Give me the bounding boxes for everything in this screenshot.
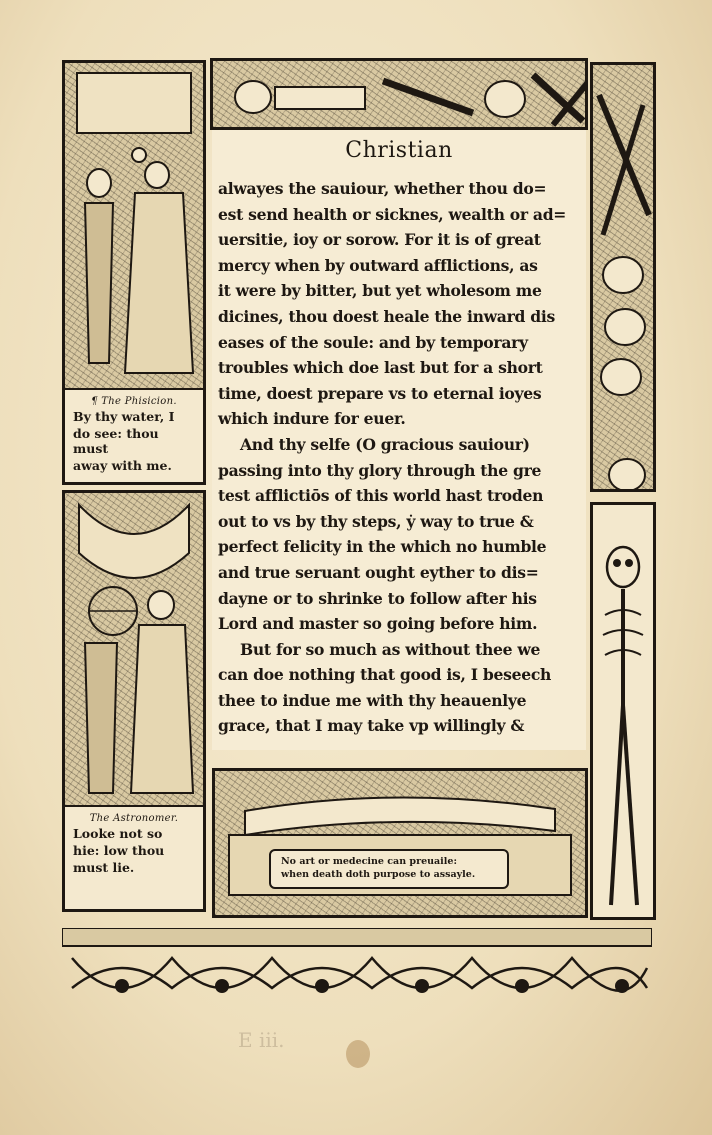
woodcut-astronomer [62,490,206,912]
text-line: test afflictiōs of this world hast troden [218,486,544,506]
text-line: mercy when by outward afflictions, as [218,255,538,275]
woodcut-skulls [590,62,656,492]
text-line: thee to indue me with thy heauenlye [218,690,527,710]
text-line: and true seruant ought eyther to dis= [218,562,539,582]
text-line: dayne or to shrinke to follow after his [218,588,537,608]
text-line: it were by bitter, but yet wholesom me [218,281,542,301]
inscription-line: when death doth purpose to assayle. [281,869,476,880]
body-text [218,176,584,739]
astronomer-caption-title: The Astronomer. [89,813,179,824]
main-text-block [212,130,586,750]
text-line: time, doest prepare vs to eternal ioyes [218,383,542,403]
text-line: And thy selfe (O gracious sauiour) [240,434,530,454]
physician-caption-line: By thy water, I [73,409,175,424]
corpse-illustration [215,771,585,918]
bones-illustration [213,61,588,130]
footer-ornament [62,928,652,1024]
physician-caption-title: ¶ The Phisicion. [91,396,177,407]
astronomer-caption-line: hie: low thou [73,843,165,858]
woodcut-skeleton [590,502,656,920]
bottom-inscription [269,849,509,889]
text-line: can doe nothing that good is, I beseech [218,665,552,685]
text-line: uersitie, ioy or sorow. For it is of great [218,230,541,250]
text-line: perfect felicity in the which no humble [218,537,547,557]
text-line: passing into thy glory through the gre [218,460,542,480]
text-line: est send health or sicknes, wealth or ad= [218,204,567,224]
astronomer-caption-line: must lie. [73,860,135,875]
text-line: which indure for euer. [218,409,406,429]
text-line: dicines, thou doest heale the inward dis [218,306,555,326]
running-head: Christian [345,138,453,163]
physician-caption-line: away with me. [73,458,172,473]
physician-caption-line: do see: thou must [73,426,159,456]
text-line: eases of the soule: and by temporary [218,332,528,352]
woodcut-physician [62,60,206,485]
woodcut-top-bones [210,58,588,130]
text-line: Lord and master so going before him. [218,614,538,634]
paper-stain [346,1040,370,1068]
physician-illustration [65,63,203,391]
woodcut-bottom-panel [212,768,588,918]
show-through-bottom: E iii. [238,1028,285,1052]
astronomer-caption-line: Looke not so [73,826,163,841]
skeleton-illustration [593,505,653,920]
text-line: grace, that I may take vp willingly & [218,716,525,736]
inscription-line: No art or medecine can preuaile: [281,856,457,867]
skulls-illustration [593,65,653,492]
astronomer-illustration [65,493,203,805]
text-line: alwayes the sauiour, whether thou do= [218,179,547,198]
text-line: But for so much as without thee we [240,639,541,659]
text-line: out to vs by thy steps, ẏ way to true & [218,511,534,531]
text-line: troubles which doe last but for a short [218,358,543,378]
